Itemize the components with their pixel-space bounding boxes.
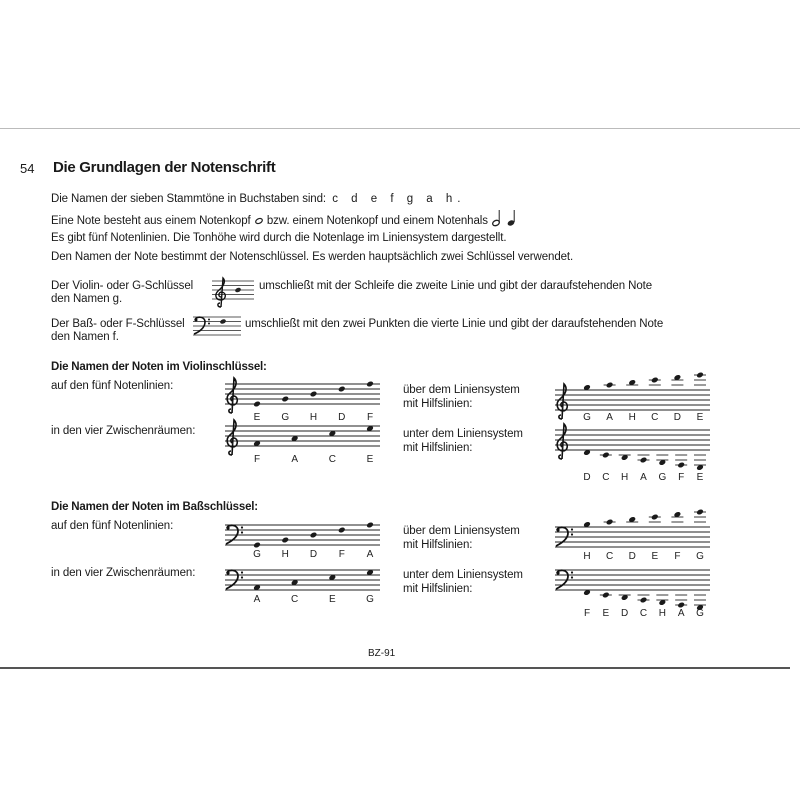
note-name-label: H — [628, 412, 636, 423]
note-name-label: E — [696, 412, 704, 423]
intro-line-4: Den Namen der Note bestimmt der Notenschlüssel. Es werden hauptsächlich zwei Schlüssel verwendet. — [51, 251, 574, 263]
note-name-label: C — [605, 551, 614, 562]
bass-clef-dot — [556, 571, 559, 574]
note-name-label: E — [328, 594, 336, 605]
intro-text: Eine Note besteht aus einem Notenkopf — [51, 215, 251, 228]
violin-spaces-label: in den vier Zwischenräumen: — [51, 425, 196, 437]
intro-text: Die Namen der sieben Stammtöne in Buchstaben sind: — [51, 193, 326, 205]
violin-below-label-1: unter dem Liniensystem — [403, 428, 523, 440]
violin-above-label-2: mit Hilfslinien: — [403, 398, 473, 410]
note-name-label: C — [291, 594, 299, 605]
note-name-label: H — [309, 412, 318, 423]
note-name-label: D — [621, 608, 629, 619]
note-name-label: G — [696, 608, 704, 619]
note-name-label: C — [328, 454, 336, 465]
violin-lines-staff — [225, 384, 380, 424]
page-bottom-edge — [0, 667, 790, 669]
note-name-label: F — [583, 608, 591, 619]
bass-clef-text-b: umschließt mit den zwei Punkten die vierte Linie und gibt der daraufstehenden Note — [245, 318, 664, 330]
note-name-label: A — [606, 412, 613, 423]
note-name-label: F — [366, 412, 374, 423]
note-name-label: A — [677, 608, 685, 619]
bass-clef-dot — [571, 571, 573, 573]
note-name-label: G — [366, 594, 374, 605]
violin-clef-text-b: umschließt mit der Schleife die zweite Linie und gibt der daraufstehenden Note — [259, 280, 653, 292]
violin-clef-text-c: den Namen g. — [51, 293, 123, 305]
note-name-label: D — [338, 412, 346, 423]
note-head — [677, 462, 685, 469]
note-head — [281, 396, 289, 403]
note-name-label: A — [253, 594, 261, 605]
treble-clef-icon — [557, 384, 567, 419]
note-head — [310, 532, 318, 539]
note-name-label: F — [338, 549, 345, 560]
page-top-edge — [0, 128, 800, 129]
note-head — [366, 522, 374, 529]
note-name-label: H — [583, 551, 591, 562]
treble-clef-icon — [227, 378, 237, 413]
note-name-label: E — [253, 412, 261, 423]
bass-above-label-2: mit Hilfslinien: — [403, 539, 473, 551]
note-name-label: A — [640, 472, 647, 483]
note-head — [338, 527, 346, 534]
whole-note-head-icon — [254, 217, 264, 225]
bass-spaces-label: in den vier Zwischenräumen: — [51, 567, 196, 579]
treble-clef-example-icon — [212, 277, 254, 309]
treble-clef-icon — [227, 420, 237, 455]
note-name-label: F — [674, 551, 681, 562]
bass-clef-example-icon — [193, 315, 241, 337]
note-head — [606, 519, 614, 526]
half-notes-icon — [491, 209, 521, 227]
bass-clef-dot — [241, 531, 243, 533]
page-number: 54 — [20, 161, 35, 176]
note-name-label: D — [673, 412, 682, 423]
note-name-label: G — [658, 472, 667, 483]
bass-above-label-1: über dem Liniensystem — [403, 525, 520, 537]
bass-clef-text-a: Der Baß- oder F-Schlüssel — [51, 318, 185, 330]
bass-clef-dot — [556, 528, 559, 531]
note-name-label: C — [639, 608, 648, 619]
note-head — [602, 452, 610, 459]
intro-line-3: Es gibt fünf Notenlinien. Die Tonhöhe wird durch die Notenlage im Liniensystem dargestellt. — [51, 232, 507, 244]
intro-line-1 — [51, 193, 466, 205]
note-name-label: E — [366, 454, 374, 465]
violin-clef-text-a: Der Violin- oder G-Schlüssel — [51, 280, 194, 292]
note-head — [640, 457, 648, 464]
note-head — [253, 542, 261, 549]
note-name-label: H — [658, 608, 666, 619]
bass-lines-label: auf den fünf Notenlinien: — [51, 520, 174, 532]
note-name-label: G — [281, 412, 290, 423]
note-name-label: D — [583, 472, 591, 483]
note-head — [606, 382, 614, 389]
note-head — [640, 597, 648, 604]
violin-spaces-staff — [225, 426, 380, 466]
intro-text: bzw. einem Notenkopf und einem Notenhals — [266, 215, 488, 228]
intro-line-2 — [51, 212, 521, 230]
note-head — [338, 386, 346, 393]
bass-lines-staff — [225, 525, 380, 565]
bass-above-staff — [555, 527, 710, 567]
note-name-label: H — [281, 549, 289, 560]
note-name-label: C — [651, 412, 659, 423]
note-name-label: G — [583, 412, 591, 423]
bass-clef-dot — [226, 571, 229, 574]
violin-below-label-2: mit Hilfslinien: — [403, 442, 473, 454]
bass-clef-dot — [571, 576, 573, 578]
note-head — [696, 372, 704, 379]
treble-clef-icon — [557, 424, 567, 459]
violin-above-label-1: über dem Liniensystem — [403, 384, 520, 396]
note-head — [651, 377, 659, 384]
bass-below-staff — [555, 570, 710, 630]
note-name-label: F — [253, 454, 261, 465]
note-name-label: H — [621, 472, 629, 483]
page-footer-code: BZ-91 — [368, 648, 396, 659]
note-head — [253, 401, 261, 408]
note-letters: c d e f g a h. — [332, 193, 466, 205]
note-name-label: E — [602, 608, 610, 619]
note-name-label: D — [309, 549, 318, 560]
violin-above-staff — [555, 390, 710, 430]
bass-section-heading: Die Namen der Noten im Baßschlüssel: — [51, 501, 258, 513]
note-name-label: E — [651, 551, 659, 562]
bass-below-label-2: mit Hilfslinien: — [403, 583, 473, 595]
note-head — [602, 592, 610, 599]
bass-clef-dot — [241, 526, 243, 528]
bass-clef-dot — [226, 526, 229, 529]
note-head — [651, 514, 659, 521]
violin-lines-label: auf den fünf Notenlinien: — [51, 380, 174, 392]
note-head — [310, 391, 318, 398]
violin-below-staff — [555, 430, 710, 490]
note-name-label: C — [602, 472, 610, 483]
note-head — [366, 381, 374, 388]
bass-clef-dot — [241, 576, 243, 578]
note-name-label: A — [291, 454, 299, 465]
note-head — [281, 537, 289, 544]
note-name-label: F — [678, 472, 685, 483]
note-name-label: G — [696, 551, 704, 562]
note-name-label: G — [253, 549, 261, 560]
page-title: Die Grundlagen der Notenschrift — [53, 159, 276, 176]
bass-below-label-1: unter dem Liniensystem — [403, 569, 523, 581]
note-head — [696, 509, 704, 516]
bass-spaces-staff — [225, 570, 380, 610]
violin-section-heading: Die Namen der Noten im Violinschlüssel: — [51, 361, 267, 373]
bass-clef-dot — [571, 533, 573, 535]
bass-clef-dot — [571, 528, 573, 530]
note-name-label: E — [696, 472, 704, 483]
bass-clef-dot — [241, 571, 243, 573]
note-name-label: A — [366, 549, 374, 560]
note-name-label: D — [628, 551, 636, 562]
bass-clef-text-c: den Namen f. — [51, 331, 119, 343]
